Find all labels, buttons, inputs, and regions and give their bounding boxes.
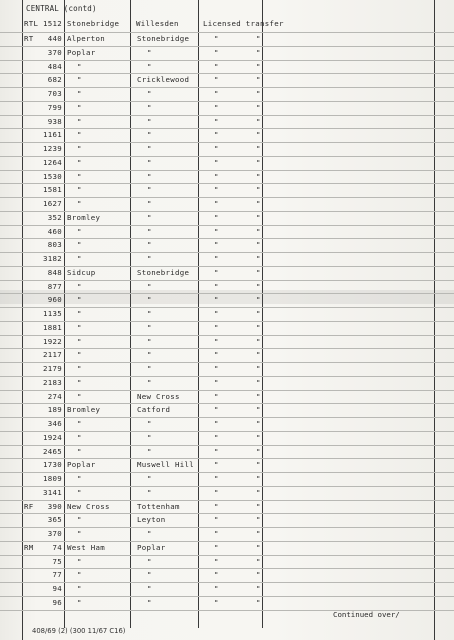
remark: " <box>214 171 219 181</box>
fleet-number: 390 <box>47 501 62 511</box>
from-garage: " <box>77 185 82 195</box>
from-garage: " <box>77 364 82 373</box>
to-garage: " <box>147 570 152 580</box>
fleet-number: 1239 <box>43 144 62 153</box>
table-row <box>0 170 454 185</box>
fleet-number: 352 <box>47 212 62 222</box>
table-row <box>0 225 454 240</box>
table-row <box>0 128 454 143</box>
remark-ditto: " <box>256 474 261 483</box>
table-row <box>0 211 454 226</box>
to-garage: Poplar <box>137 542 166 552</box>
table-row <box>0 555 454 570</box>
table-row <box>0 60 454 75</box>
remark: " <box>214 529 219 538</box>
from-garage: " <box>77 529 82 538</box>
remark: " <box>214 309 219 318</box>
from-garage: West Ham <box>67 542 105 552</box>
to-garage: " <box>147 254 152 263</box>
to-garage: Willesden <box>136 19 179 28</box>
table-row <box>0 472 454 487</box>
to-garage: " <box>147 185 152 195</box>
from-garage: Bromley <box>67 212 101 222</box>
fleet-number: 189 <box>47 405 62 415</box>
remark: " <box>214 144 219 153</box>
remark: " <box>214 226 219 236</box>
remark-ditto: " <box>256 212 261 222</box>
table-row <box>0 87 454 102</box>
remark: " <box>214 515 219 525</box>
table-row <box>0 115 454 130</box>
table-row <box>0 541 454 556</box>
remark: " <box>214 199 219 208</box>
remark-ditto: " <box>256 487 261 497</box>
remark: " <box>214 377 219 387</box>
to-garage: " <box>147 584 152 593</box>
fleet-number: 1264 <box>43 157 62 167</box>
remark: " <box>214 240 219 250</box>
remark: " <box>214 295 219 305</box>
fleet-number: 440 <box>47 34 62 43</box>
to-garage: " <box>147 295 152 305</box>
fleet-number: 484 <box>47 61 62 71</box>
remark: " <box>214 556 219 566</box>
remark-ditto: " <box>256 171 261 181</box>
from-garage: " <box>77 130 82 140</box>
remark-ditto: " <box>256 157 261 167</box>
from-garage: " <box>77 350 82 360</box>
remark: " <box>214 47 219 57</box>
to-garage: " <box>147 130 152 140</box>
remark-ditto: " <box>256 570 261 580</box>
fleet-number: 703 <box>47 89 62 98</box>
vehicle-class: RM <box>24 542 34 552</box>
fleet-number: 848 <box>47 267 62 277</box>
from-garage: " <box>77 336 82 346</box>
to-garage: " <box>147 474 152 483</box>
remark-ditto: " <box>256 254 261 263</box>
to-garage: " <box>147 556 152 566</box>
from-garage: Sidcup <box>67 267 96 277</box>
remark: " <box>214 34 219 43</box>
to-garage: " <box>147 116 152 126</box>
table-row <box>0 321 454 336</box>
from-garage: " <box>77 309 82 318</box>
remark-ditto: " <box>256 556 261 566</box>
to-garage: " <box>147 61 152 71</box>
to-garage: " <box>147 47 152 57</box>
from-garage: " <box>77 377 82 387</box>
table-row <box>0 238 454 253</box>
form-reference: 408/69 (2) (300 11/67 C16) <box>32 627 126 635</box>
remark: " <box>214 322 219 332</box>
from-garage: Poplar <box>67 47 96 57</box>
remark-ditto: " <box>256 584 261 593</box>
remark-ditto: " <box>256 89 261 98</box>
remark: " <box>214 350 219 360</box>
remark: " <box>214 212 219 222</box>
fleet-number: 2179 <box>43 364 62 373</box>
from-garage: Poplar <box>67 460 96 470</box>
from-garage: " <box>77 419 82 428</box>
table-row <box>0 445 454 460</box>
fleet-number: 803 <box>47 240 62 250</box>
remark: " <box>214 460 219 470</box>
remark-ditto: " <box>256 185 261 195</box>
from-garage: " <box>77 157 82 167</box>
fleet-number: 75 <box>52 556 62 566</box>
from-garage: " <box>77 144 82 153</box>
table-row <box>0 527 454 542</box>
remark: " <box>214 432 219 442</box>
table-row <box>0 362 454 377</box>
remark-ditto: " <box>256 377 261 387</box>
to-garage: Catford <box>137 405 171 415</box>
remark: " <box>214 542 219 552</box>
remark: " <box>214 267 219 277</box>
remark: " <box>214 116 219 126</box>
remark-ditto: " <box>256 34 261 43</box>
from-garage: " <box>77 226 82 236</box>
table-row <box>0 252 454 267</box>
fleet-number: 1627 <box>43 199 62 208</box>
fleet-number: 74 <box>52 542 62 552</box>
table-row <box>0 266 454 281</box>
to-garage: " <box>147 157 152 167</box>
remark: Licensed transfer <box>203 19 284 28</box>
from-garage: " <box>77 570 82 580</box>
fleet-number: 1581 <box>43 185 62 195</box>
fleet-number: 960 <box>47 295 62 305</box>
table-row <box>0 156 454 171</box>
from-garage: " <box>77 295 82 305</box>
fleet-number: 1135 <box>43 309 62 318</box>
remark: " <box>214 157 219 167</box>
from-garage: " <box>77 474 82 483</box>
fleet-number: 96 <box>52 597 62 607</box>
remark-ditto: " <box>256 529 261 538</box>
remark-ditto: " <box>256 515 261 525</box>
table-row <box>0 16 454 33</box>
from-garage: " <box>77 240 82 250</box>
from-garage: " <box>77 75 82 85</box>
table-row <box>0 390 454 405</box>
to-garage: Stonebridge <box>137 267 190 277</box>
table-row <box>0 73 454 88</box>
remark: " <box>214 364 219 373</box>
remark-ditto: " <box>256 281 261 291</box>
remark-ditto: " <box>256 47 261 57</box>
remark-ditto: " <box>256 432 261 442</box>
remark-ditto: " <box>256 501 261 511</box>
to-garage: " <box>147 281 152 291</box>
fleet-number: 877 <box>47 281 62 291</box>
from-garage: " <box>77 432 82 442</box>
remark: " <box>214 501 219 511</box>
table-row <box>0 486 454 501</box>
remark-ditto: " <box>256 419 261 428</box>
remark: " <box>214 254 219 263</box>
remark: " <box>214 419 219 428</box>
fleet-number: 1730 <box>43 460 62 470</box>
remark: " <box>214 102 219 112</box>
fleet-number: 2465 <box>43 446 62 456</box>
to-garage: " <box>147 322 152 332</box>
to-garage: " <box>147 212 152 222</box>
to-garage: " <box>147 597 152 607</box>
remark-ditto: " <box>256 350 261 360</box>
fleet-number: 1161 <box>43 130 62 140</box>
from-garage: " <box>77 281 82 291</box>
table-row <box>0 101 454 116</box>
fleet-number: 3141 <box>43 487 62 497</box>
remark: " <box>214 75 219 85</box>
remark: " <box>214 584 219 593</box>
fleet-number: 94 <box>52 584 62 593</box>
from-garage: " <box>77 446 82 456</box>
fleet-number: 682 <box>47 75 62 85</box>
remark: " <box>214 281 219 291</box>
remark: " <box>214 130 219 140</box>
remark-ditto: " <box>256 309 261 318</box>
continued-over-note: Continued over/ <box>333 610 400 619</box>
to-garage: Tottenham <box>137 501 180 511</box>
fleet-number: 799 <box>47 102 62 112</box>
table-row <box>0 280 454 295</box>
fleet-number: 2183 <box>43 377 62 387</box>
to-garage: " <box>147 309 152 318</box>
to-garage: " <box>147 199 152 208</box>
fleet-number: 77 <box>52 570 62 580</box>
to-garage: " <box>147 377 152 387</box>
table-row <box>0 403 454 418</box>
table-row <box>0 500 454 515</box>
fleet-number: 1512 <box>43 19 62 28</box>
to-garage: " <box>147 446 152 456</box>
remark: " <box>214 185 219 195</box>
remark: " <box>214 487 219 497</box>
fleet-number: 1922 <box>43 336 62 346</box>
from-garage: " <box>77 556 82 566</box>
fleet-number: 1924 <box>43 432 62 442</box>
table-row <box>0 197 454 212</box>
to-garage: New Cross <box>137 391 180 401</box>
remark-ditto: " <box>256 336 261 346</box>
table-row <box>0 376 454 391</box>
table-row <box>0 142 454 157</box>
fleet-number: 346 <box>47 419 62 428</box>
remark-ditto: " <box>256 130 261 140</box>
table-row <box>0 32 454 47</box>
remark-ditto: " <box>256 460 261 470</box>
remark-ditto: " <box>256 542 261 552</box>
remark: " <box>214 570 219 580</box>
to-garage: " <box>147 171 152 181</box>
fleet-number: 938 <box>47 116 62 126</box>
to-garage: Cricklewood <box>137 75 190 85</box>
from-garage: Alperton <box>67 34 105 43</box>
table-row <box>0 568 454 583</box>
table-row <box>0 293 454 308</box>
to-garage: " <box>147 364 152 373</box>
fleet-number: 370 <box>47 529 62 538</box>
remark: " <box>214 597 219 607</box>
fleet-number: 365 <box>47 515 62 525</box>
to-garage: " <box>147 350 152 360</box>
from-garage: " <box>77 584 82 593</box>
to-garage: Muswell Hill <box>137 460 194 470</box>
table-row <box>0 307 454 322</box>
remark-ditto: " <box>256 102 261 112</box>
remark-ditto: " <box>256 405 261 415</box>
table-row <box>0 348 454 363</box>
fleet-number: 1530 <box>43 171 62 181</box>
to-garage: " <box>147 144 152 153</box>
remark-ditto: " <box>256 597 261 607</box>
remark: " <box>214 474 219 483</box>
to-garage: " <box>147 336 152 346</box>
remark-ditto: " <box>256 116 261 126</box>
from-garage: " <box>77 515 82 525</box>
table-row <box>0 582 454 597</box>
to-garage: Stonebridge <box>137 34 190 43</box>
section-title: CENTRAL (contd) <box>26 4 97 13</box>
remark-ditto: " <box>256 364 261 373</box>
fleet-number: 1881 <box>43 322 62 332</box>
to-garage: " <box>147 529 152 538</box>
remark-ditto: " <box>256 144 261 153</box>
fleet-number: 3182 <box>43 254 62 263</box>
to-garage: " <box>147 487 152 497</box>
from-garage: " <box>77 322 82 332</box>
to-garage: " <box>147 89 152 98</box>
from-garage: " <box>77 116 82 126</box>
table-row <box>0 431 454 446</box>
table-row <box>0 183 454 198</box>
from-garage: " <box>77 199 82 208</box>
to-garage: Leyton <box>137 515 166 525</box>
from-garage: Stonebridge <box>67 19 120 28</box>
fleet-number: 1809 <box>43 474 62 483</box>
from-garage: " <box>77 89 82 98</box>
remark-ditto: " <box>256 322 261 332</box>
from-garage: " <box>77 391 82 401</box>
remark: " <box>214 405 219 415</box>
to-garage: " <box>147 226 152 236</box>
to-garage: " <box>147 240 152 250</box>
table-row <box>0 46 454 61</box>
from-garage: " <box>77 597 82 607</box>
vehicle-class: RTL <box>24 19 39 28</box>
remark-ditto: " <box>256 267 261 277</box>
vehicle-class: RF <box>24 501 34 511</box>
remark: " <box>214 89 219 98</box>
remark: " <box>214 446 219 456</box>
table-row <box>0 513 454 528</box>
to-garage: " <box>147 432 152 442</box>
remark-ditto: " <box>256 240 261 250</box>
vehicle-class: RT <box>24 34 34 43</box>
remark-ditto: " <box>256 446 261 456</box>
to-garage: " <box>147 102 152 112</box>
to-garage: " <box>147 419 152 428</box>
remark-ditto: " <box>256 199 261 208</box>
fleet-number: 2117 <box>43 350 62 360</box>
fleet-number: 274 <box>47 391 62 401</box>
from-garage: " <box>77 61 82 71</box>
table-row <box>0 335 454 350</box>
table-row <box>0 596 454 611</box>
table-row <box>0 458 454 473</box>
remark-ditto: " <box>256 226 261 236</box>
from-garage: " <box>77 102 82 112</box>
remark-ditto: " <box>256 391 261 401</box>
remark-ditto: " <box>256 75 261 85</box>
fleet-number: 370 <box>47 47 62 57</box>
fleet-number: 460 <box>47 226 62 236</box>
from-garage: Bromley <box>67 405 101 415</box>
remark-ditto: " <box>256 61 261 71</box>
from-garage: New Cross <box>67 501 110 511</box>
remark: " <box>214 336 219 346</box>
remark: " <box>214 391 219 401</box>
from-garage: " <box>77 487 82 497</box>
from-garage: " <box>77 254 82 263</box>
table-row <box>0 417 454 432</box>
from-garage: " <box>77 171 82 181</box>
remark-ditto: " <box>256 295 261 305</box>
remark: " <box>214 61 219 71</box>
